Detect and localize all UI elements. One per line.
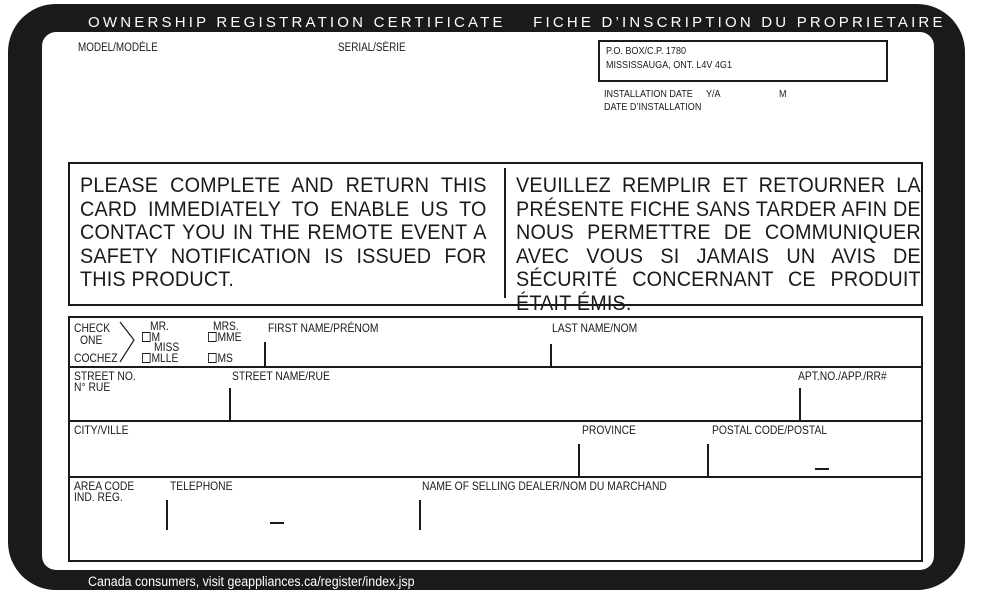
telephone-separator bbox=[270, 522, 284, 524]
check-one-label-2: ONE bbox=[80, 333, 103, 347]
city-divider bbox=[578, 444, 580, 476]
telephone-label: TELEPHONE bbox=[170, 479, 233, 493]
miss-label: MISS bbox=[154, 340, 180, 354]
registration-card bbox=[8, 4, 965, 590]
area-code-divider bbox=[166, 500, 168, 530]
footer-url-text: Canada consumers, visit geappliances.ca/register/index.jsp bbox=[88, 574, 415, 589]
model-field-label: MODEL/MODÉLE bbox=[78, 42, 158, 54]
telephone-divider bbox=[419, 500, 421, 530]
apt-label: APT.NO./APP./RR# bbox=[798, 369, 887, 383]
miss-checkbox[interactable]: MLLE bbox=[142, 352, 178, 364]
apt-divider bbox=[799, 388, 801, 420]
title-english: OWNERSHIP REGISTRATION CERTIFICATE bbox=[88, 14, 506, 31]
dealer-label: NAME OF SELLING DEALER/NOM DU MARCHAND bbox=[422, 479, 667, 493]
street-divider bbox=[229, 388, 231, 420]
mrs-label: MRS. bbox=[213, 319, 239, 333]
address-line-2: MISSISSAUGA, ONT. L4V 4G1 bbox=[606, 59, 732, 71]
ms-checkbox[interactable]: MS bbox=[208, 352, 233, 364]
area-code-label: AREA CODE bbox=[74, 479, 135, 493]
row-divider-3 bbox=[70, 476, 921, 478]
row-divider-2 bbox=[70, 420, 921, 422]
province-divider bbox=[707, 444, 709, 476]
installation-year-label: Y/A bbox=[706, 88, 721, 100]
mr-checkbox[interactable]: M bbox=[142, 331, 160, 343]
card-body bbox=[42, 32, 934, 570]
serial-field-label: SERIAL/SÉRIE bbox=[338, 42, 406, 54]
street-no-label: STREET NO. bbox=[74, 369, 136, 383]
owner-form bbox=[68, 316, 923, 562]
postal-code-label: POSTAL CODE/POSTAL bbox=[712, 423, 828, 437]
installation-date-label: INSTALLATION DATE bbox=[604, 88, 693, 100]
first-name-label: FIRST NAME/PRÉNOM bbox=[268, 321, 379, 335]
title-french: FICHE D’INSCRIPTION DU PROPRIETAIRE bbox=[533, 14, 946, 31]
row-divider-1 bbox=[70, 366, 921, 368]
installation-date-label-fr: DATE D’INSTALLATION bbox=[604, 101, 702, 113]
notice-french: VEUILLEZ REMPLIR ET RETOURNER LA PRÉSENTE FICHE SANS TARDER AFIN DE NOUS PERMETTRE DE COMMUNIQUER AVEC VOUS SI JAMAIS UN AVIS DE SÉCURITÉ CONCERNANT CE PRODUIT ÉTAIT ÉMIS. bbox=[516, 173, 921, 315]
last-name-label: LAST NAME/NOM bbox=[552, 321, 638, 335]
province-label: PROVINCE bbox=[582, 423, 636, 437]
title-divider bbox=[264, 342, 266, 366]
mailing-address-box bbox=[598, 40, 888, 82]
street-no-label-fr: N° RUE bbox=[74, 380, 111, 394]
check-one-label: CHECK bbox=[74, 321, 111, 335]
address-line-1: P.O. BOX/C.P. 1780 bbox=[606, 45, 686, 57]
area-code-label-fr: IND. REG. bbox=[74, 490, 123, 504]
city-label: CITY/VILLE bbox=[74, 423, 129, 437]
street-name-label: STREET NAME/RUE bbox=[232, 369, 330, 383]
notice-divider bbox=[504, 168, 506, 298]
mrs-checkbox[interactable]: MME bbox=[208, 331, 242, 343]
name-divider bbox=[550, 344, 552, 366]
installation-month-label: M bbox=[779, 88, 787, 100]
safety-notice-box bbox=[68, 162, 923, 315]
notice-english: PLEASE COMPLETE AND RETURN THIS CARD IMMEDIATELY TO ENABLE US TO CONTACT YOU IN THE REMOTE EVENT A SAFETY NOTIFICATION IS ISSUED FOR THIS PRODUCT. bbox=[80, 173, 487, 291]
postal-code-separator bbox=[815, 468, 829, 470]
cochez-label: COCHEZ bbox=[74, 351, 118, 365]
mr-label: MR. bbox=[150, 319, 169, 333]
